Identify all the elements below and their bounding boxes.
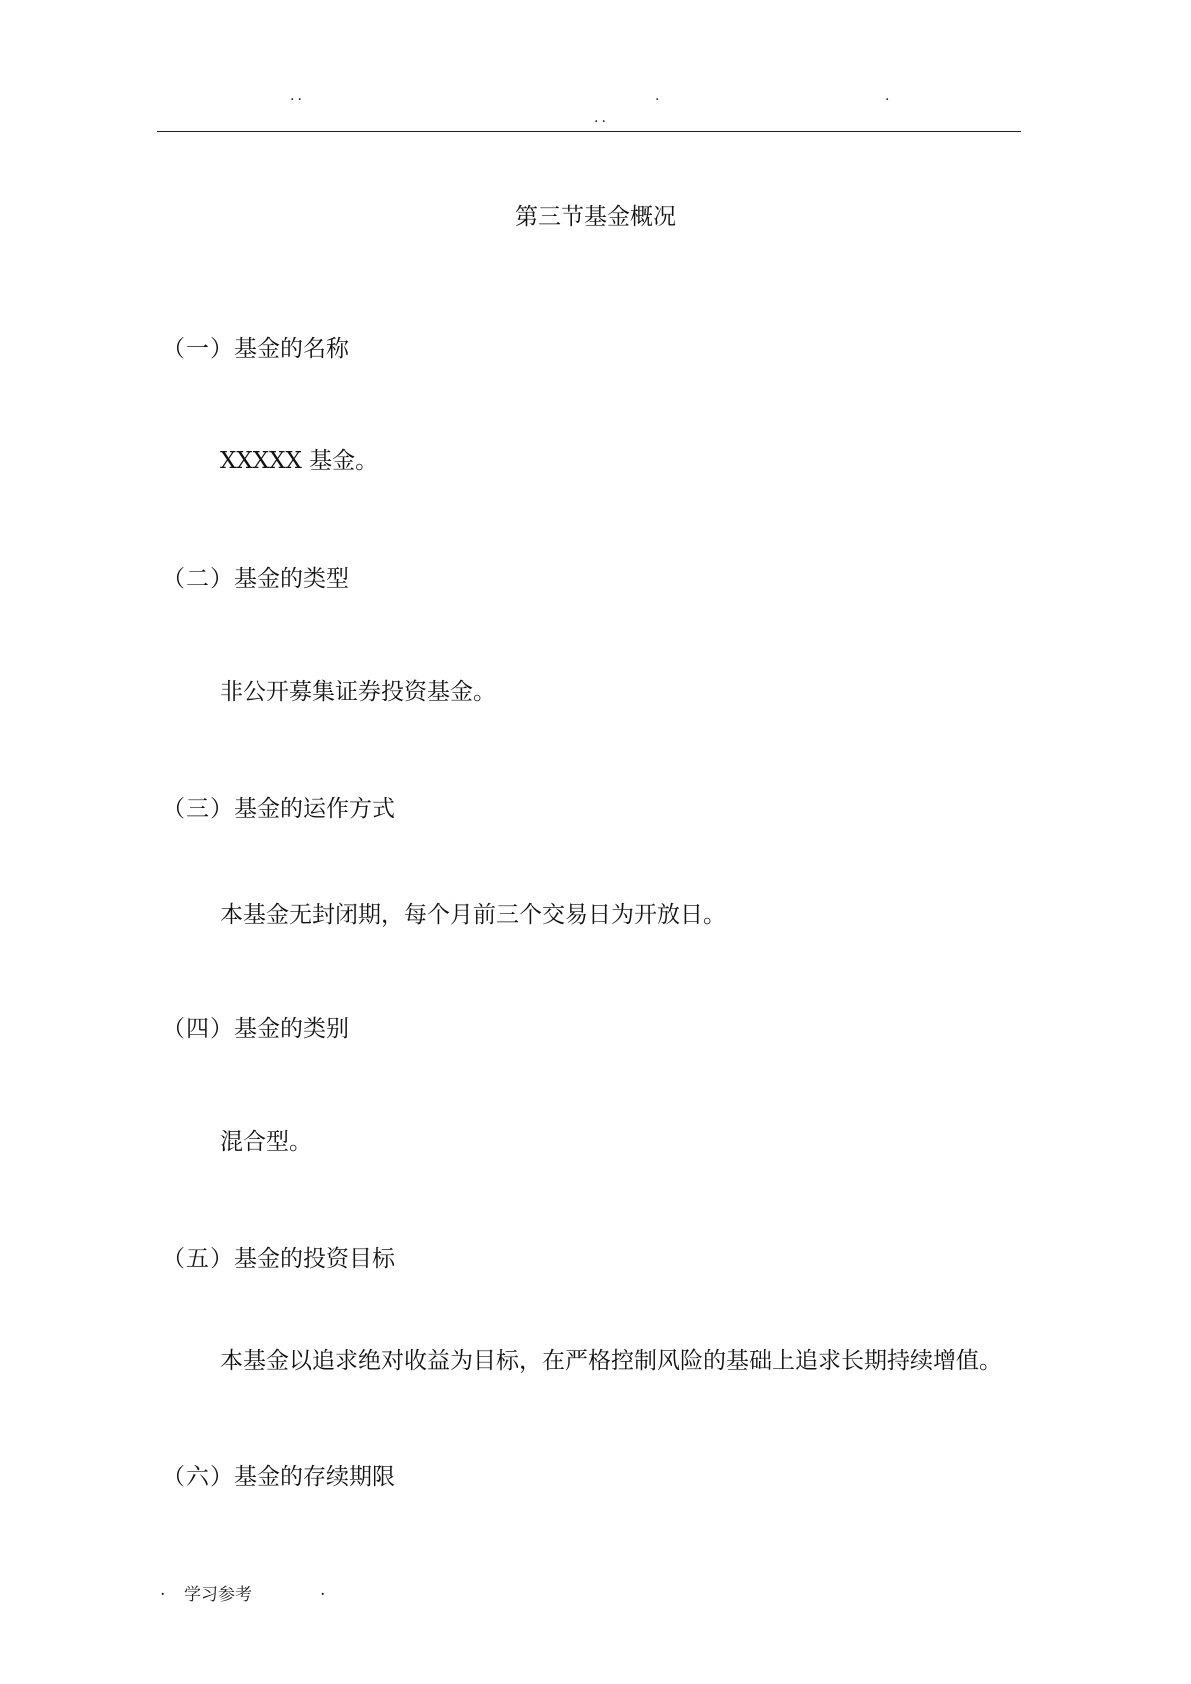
- section-number: （六）: [162, 1464, 234, 1490]
- section-heading-2: [162, 560, 349, 593]
- section-heading-1: [162, 330, 349, 363]
- section-heading-label: 基金的运作方式: [234, 796, 395, 822]
- header-rule: [157, 131, 1021, 132]
- section-heading-label: 基金的类别: [234, 1016, 349, 1042]
- section-heading-label: 基金的存续期限: [234, 1464, 395, 1490]
- section-number: （一）: [162, 336, 234, 362]
- section-heading-label: 基金的类型: [234, 566, 349, 592]
- section-content-5: 本基金以追求绝对收益为目标，在严格控制风险的基础上追求长期持续增值。: [220, 1348, 1002, 1374]
- header-dots-left: ..: [290, 88, 305, 104]
- footer-label: 学习参考: [184, 1585, 252, 1605]
- section-heading-3: [162, 790, 395, 823]
- section-heading-label: 基金的名称: [234, 336, 349, 362]
- header-dots-right: .: [885, 88, 893, 104]
- section-number: （四）: [162, 1016, 234, 1042]
- header-dots-mid: .: [655, 88, 663, 104]
- section-number: （三）: [162, 796, 234, 822]
- section-heading-5: [162, 1240, 395, 1273]
- section-heading-label: 基金的投资目标: [234, 1246, 395, 1272]
- header-dots-below: ..: [594, 110, 609, 126]
- section-heading-4: [162, 1010, 349, 1043]
- section-content-1: XXXXX 基金。: [220, 448, 379, 474]
- section-number: （五）: [162, 1246, 234, 1272]
- section-heading-6: [162, 1458, 395, 1491]
- section-content-4: 混合型。: [220, 1129, 312, 1155]
- section-content-3: 本基金无封闭期，每个月前三个交易日为开放日。: [220, 902, 726, 928]
- footer-dot-left: .: [160, 1580, 166, 1600]
- section-number: （二）: [162, 566, 234, 592]
- section-content-2: 非公开募集证券投资基金。: [220, 679, 496, 705]
- footer-dot-right: .: [320, 1580, 326, 1600]
- page-title: 第三节基金概况: [515, 204, 676, 230]
